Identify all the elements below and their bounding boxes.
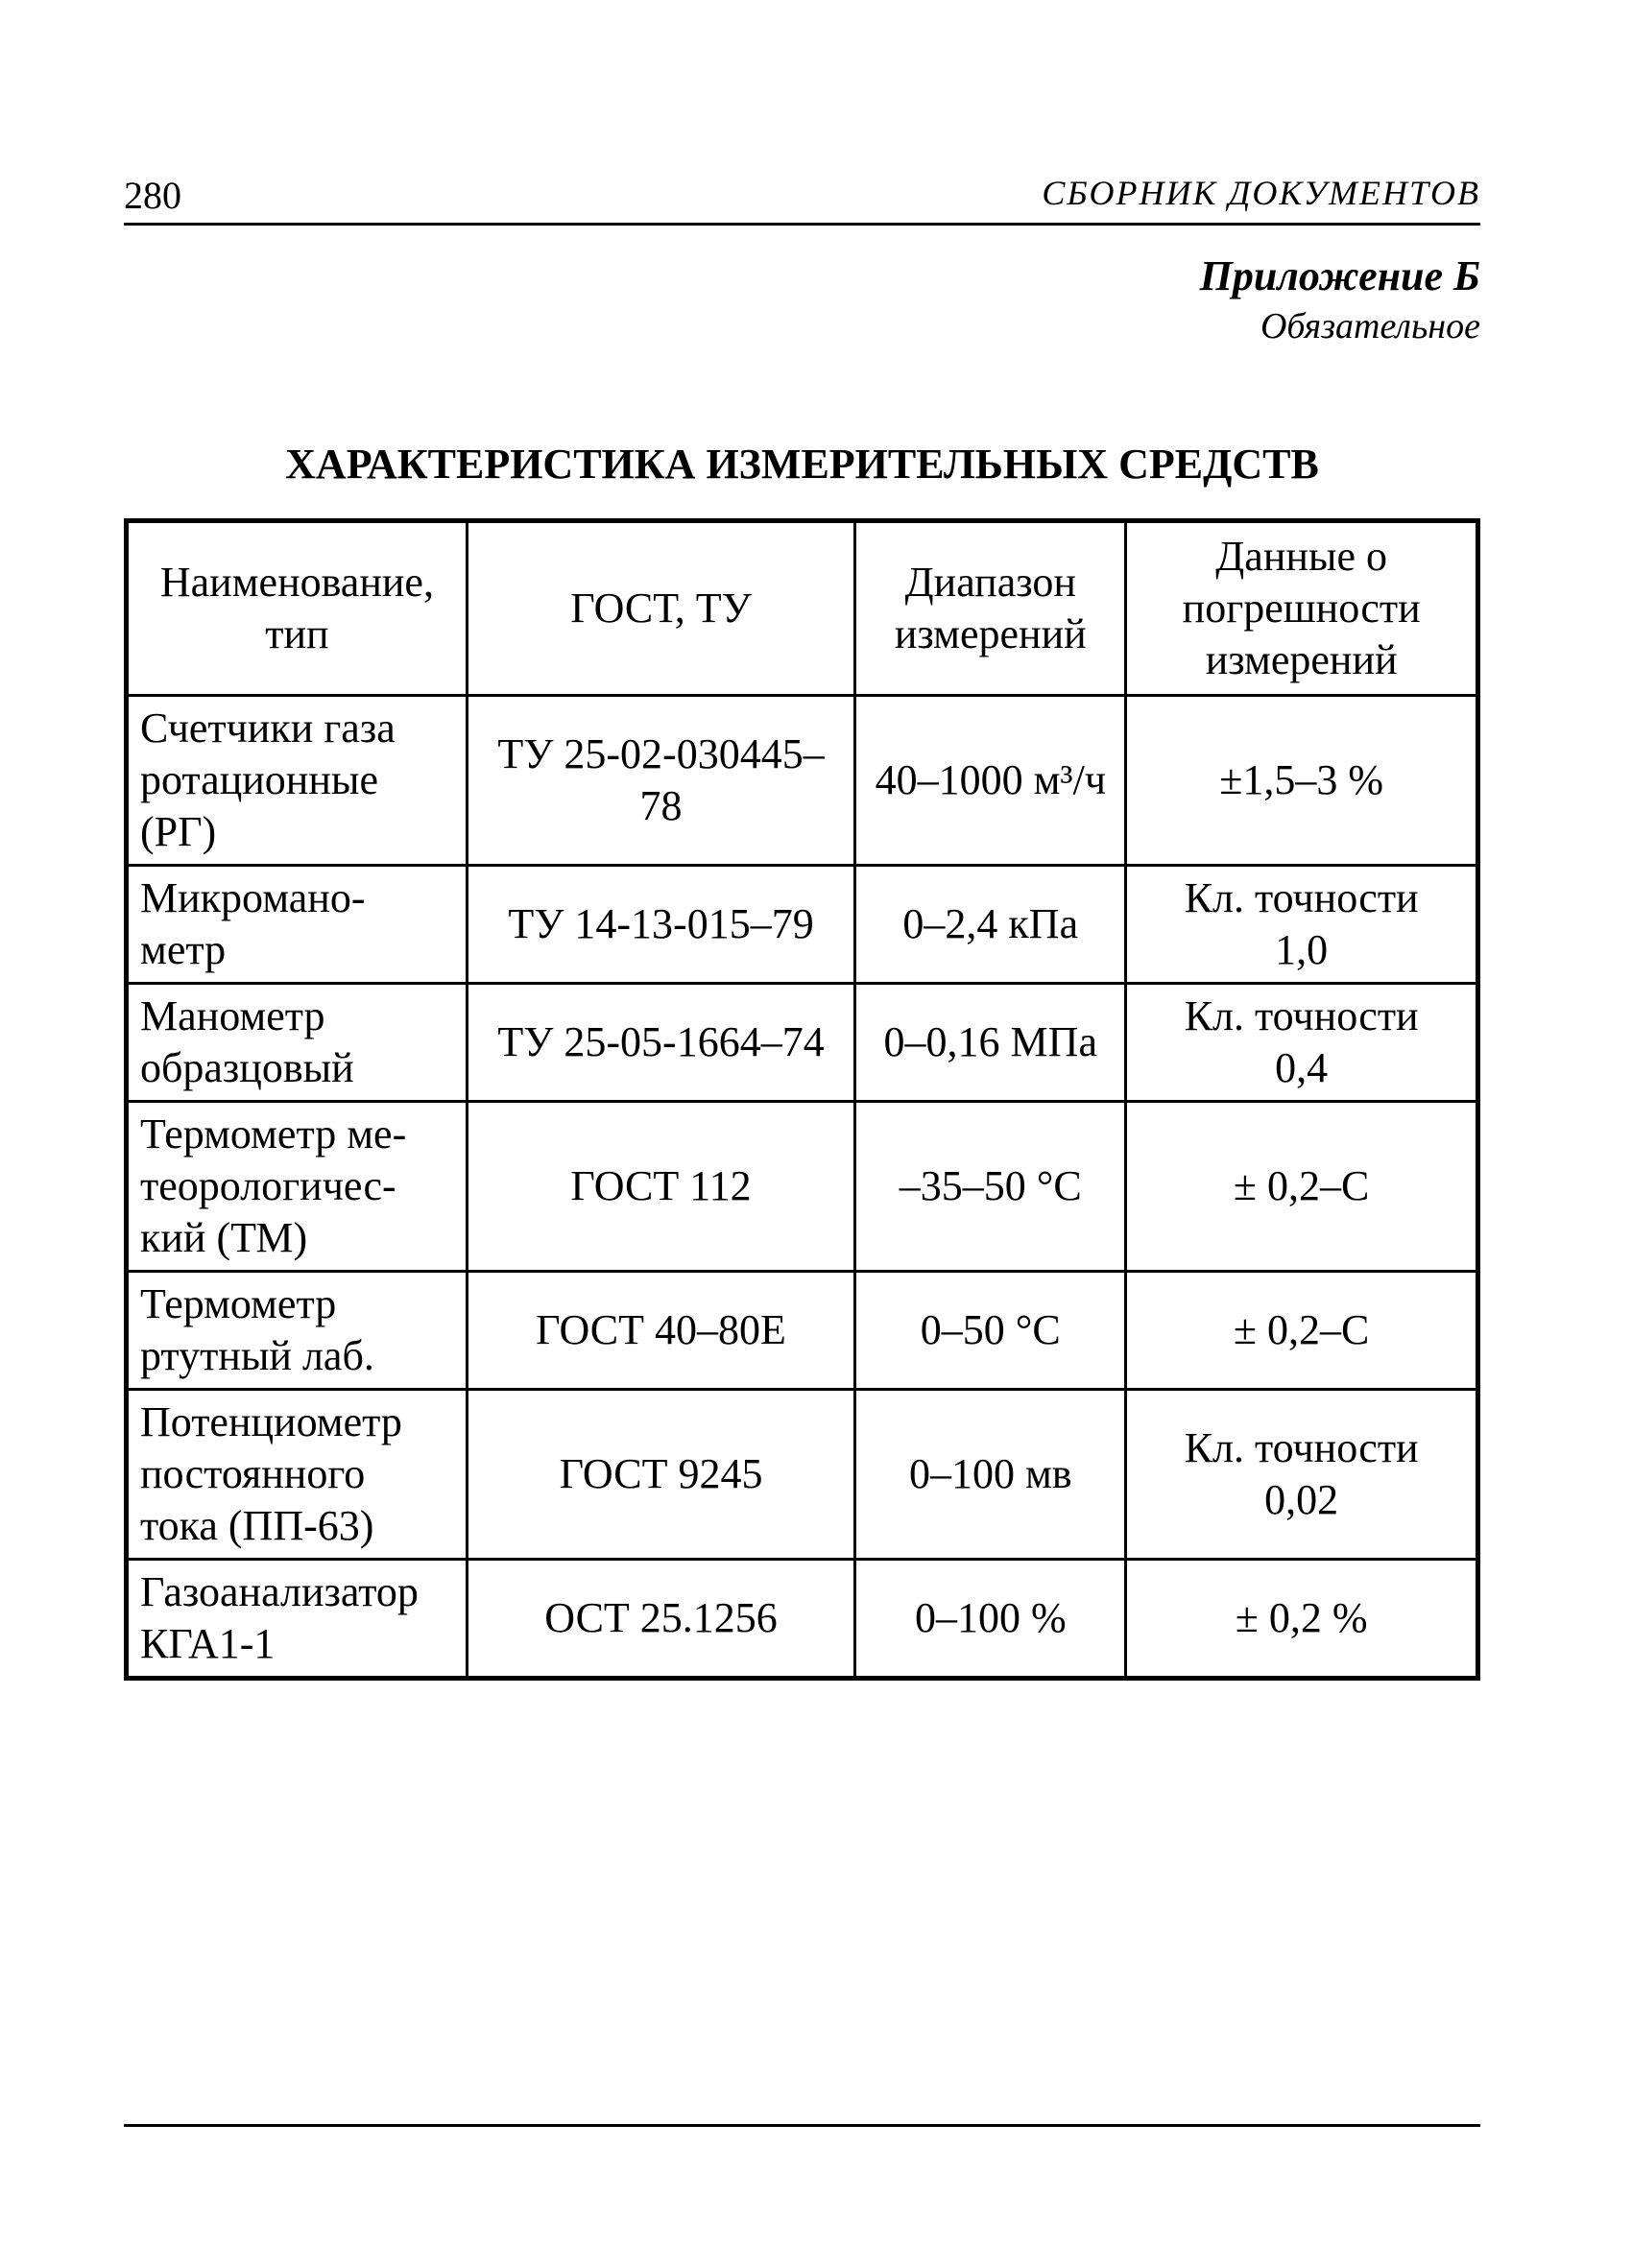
cell-name: Счетчики газа ротационные (РГ) [127, 696, 468, 866]
cell-accuracy: ± 0,2–С [1126, 1102, 1478, 1272]
table-row [127, 696, 1478, 866]
cell-standard: ОСТ 25.1256 [467, 1560, 854, 1679]
cell-name: Термометр ртутный лаб. [127, 1272, 468, 1390]
table-row [127, 1390, 1478, 1560]
cell-range: 0–50 °С [855, 1272, 1126, 1390]
table-row [127, 1102, 1478, 1272]
cell-name: Потенциометр постоянного тока (ПП-63) [127, 1390, 468, 1560]
page-number: 280 [124, 174, 181, 217]
footer-rule [124, 2124, 1480, 2127]
appendix-subtitle: Обязательное [1260, 306, 1480, 346]
cell-range: 40–1000 м³/ч [855, 696, 1126, 866]
cell-name: Газоанализатор КГА1-1 [127, 1560, 468, 1679]
running-head: СБОРНИК ДОКУМЕНТОВ [1042, 174, 1480, 212]
table-body [127, 696, 1478, 1679]
header-rule [124, 223, 1480, 226]
header-name: Наименование, тип [127, 521, 468, 696]
cell-accuracy: ±1,5–3 % [1126, 696, 1478, 866]
table-row [127, 866, 1478, 984]
table-row [127, 984, 1478, 1102]
header-accuracy: Данные о погрешности измерений [1126, 521, 1478, 696]
cell-accuracy: Кл. точности 0,4 [1126, 984, 1478, 1102]
cell-range: 0–100 % [855, 1560, 1126, 1679]
cell-standard: ТУ 25-05-1664–74 [467, 984, 854, 1102]
cell-accuracy: ± 0,2 % [1126, 1560, 1478, 1679]
cell-standard: ГОСТ 40–80Е [467, 1272, 854, 1390]
instruments-table [124, 518, 1480, 1681]
cell-accuracy: Кл. точности 1,0 [1126, 866, 1478, 984]
table-header-row [127, 521, 1478, 696]
cell-name: Термометр ме- теорологичес- кий (ТМ) [127, 1102, 468, 1272]
cell-standard: ГОСТ 9245 [467, 1390, 854, 1560]
table-row [127, 1560, 1478, 1679]
cell-accuracy: ± 0,2–С [1126, 1272, 1478, 1390]
table-title: ХАРАКТЕРИСТИКА ИЗМЕРИТЕЛЬНЫХ СРЕДСТВ [285, 441, 1319, 488]
cell-range: 0–2,4 кПа [855, 866, 1126, 984]
cell-name: Микромано- метр [127, 866, 468, 984]
cell-standard: ТУ 14-13-015–79 [467, 866, 854, 984]
cell-accuracy: Кл. точности 0,02 [1126, 1390, 1478, 1560]
cell-range: –35–50 °С [855, 1102, 1126, 1272]
cell-range: 0–0,16 МПа [855, 984, 1126, 1102]
cell-range: 0–100 мв [855, 1390, 1126, 1560]
appendix-title: Приложение Б [1199, 252, 1480, 299]
cell-standard: ГОСТ 112 [467, 1102, 854, 1272]
table-row [127, 1272, 1478, 1390]
cell-name: Манометр образцовый [127, 984, 468, 1102]
cell-standard: ТУ 25-02-030445–78 [467, 696, 854, 866]
header-range: Диапазон измерений [855, 521, 1126, 696]
header-standard: ГОСТ, ТУ [467, 521, 854, 696]
